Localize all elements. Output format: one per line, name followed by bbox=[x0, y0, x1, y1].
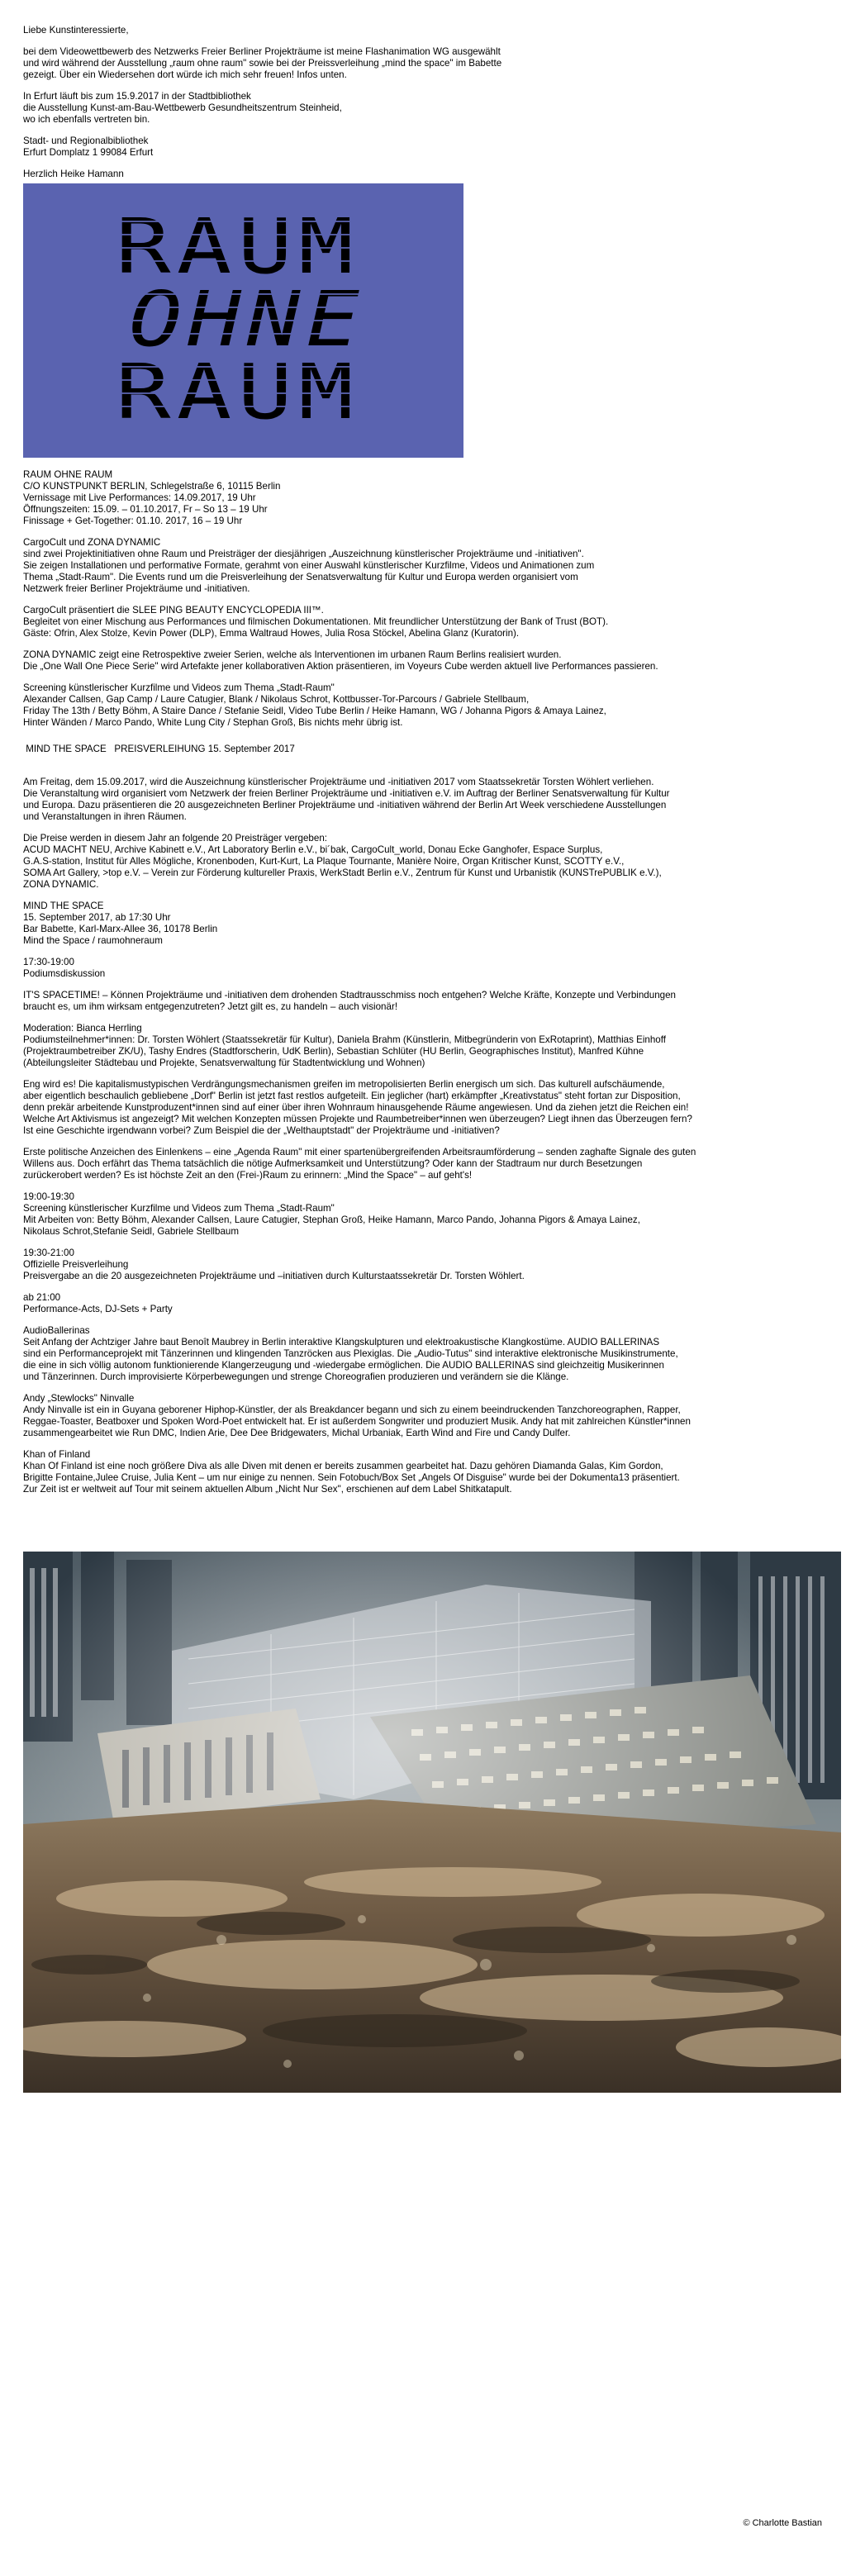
schedule-podium: 17:30-19:00 Podiumsdiskussion bbox=[23, 957, 106, 979]
screening-list: Screening künstlerischer Kurzfilme und Videos zum Thema „Stadt-Raum" Alexander Callsen, Gap Camp / Laure Catugier, Blank / Nikolaus Schrot, Kottbusser-Tor-Parcours / Gabriele Stellbaum, Friday The 13th / Betty Böhm, A Staire Dance / Stefanie Seidl, Video Tube Berlin / Heike Hamann, WG / Johanna Pigors & Amaya Lainez, Hinter Wänden / Marco Pando, White Lung City / Stephan Groß, Bis nichts mehr übrig ist. bbox=[23, 682, 606, 728]
spacetime-question: IT'S SPACETIME! – Können Projekträume und -initiativen dem drohenden Stadtrausschmiss noch entgehen? Welche Kräfte, Konzepte und Verbindungen braucht es, um ihm wirksam entgegenzutreten? Jetzt gilt es, zu handeln – auch visionär! bbox=[23, 990, 676, 1012]
intro-greeting: Liebe Kunstinteressierte, bbox=[23, 25, 129, 36]
newsletter-body bbox=[23, 25, 825, 2093]
performer-khan-of-finland: Khan of Finland Khan Of Finland ist eine noch größere Diva als alle Diven mit denen er bereits zusammen gearbeitet hat. Dazu gehören Diamanda Galas, Kim Gordon, Brigitte Fontaine,Julee Cruise, Julia Kent – um nur einige zu nennen. Sein Fotobuch/Box Set „Angels Of Disguise" wurde bei der Dokumenta13 präsentiert. Zur Zeit ist er weltweit auf Tour mit seinem aktuellen Album „Nicht Nur Sex", erschienen auf dem Label Shitkatapult. bbox=[23, 1449, 680, 1495]
cargocult-presentation: CargoCult präsentiert die SLEE PING BEAUTY ENCYCLOPEDIA III™. Begleitet von einer Mischung aus Performances und filmischen Dokumentationen. Mit freundlicher Unterstützung der Bank of Trust (BOT). Gäste: Ofrin, Alex Stolze, Kevin Power (DLP), Emma Waltraud Howes, Julia Rosa Stöckel, Abelina Glanz (Kuratorin). bbox=[23, 605, 609, 639]
signoff: Herzlich Heike Hamann bbox=[23, 169, 124, 179]
schedule-ceremony: 19:30-21:00 Offizielle Preisverleihung Preisvergabe an die 20 ausgezeichneten Projekträume und –initiativen durch Kulturstaatssekretär Dr. Torsten Wöhlert. bbox=[23, 1248, 525, 1281]
photo-credit: © Charlotte Bastian bbox=[743, 2518, 822, 2528]
displacement-text: Eng wird es! Die kapitalismustypischen Verdrängungsmechanismen greifen im metropolisierten Berlin energisch um sich. Das kulturell aufschäumende, aber eigentlich beschaulich gebliebene „Dorf" Berlin ist jetzt fast restlos aufgeteilt. Ein jeglicher (hart) erkämpfter „Kreativstatus" steht fortan zur Disposition, denn prekär arbeitende Kunstproduzent*innen sind auf einer über ihren Wohnraum hinausgehende Räume angewiesen. Und da ziehen jetzt die Reichen ein! Welche Art Aktivismus ist angezeigt? Mit welchen Konzepten müssen Projekte und Raumbetreiber*innen wen überzeugen? Liegt ihnen das Überzeugen fern? Ist eine Geschichte irgendwann vorbei? Zum Beispiel die der „Welthauptstadt" der Projekträume und -initiativen? bbox=[23, 1079, 692, 1136]
intro-paragraph-2: In Erfurt läuft bis zum 15.9.2017 in der Stadtbibliothek die Ausstellung Kunst-am-Bau-Wettbewerb Gesundheitszentrum Steinheid, wo ich ebenfalls vertreten bin. bbox=[23, 91, 342, 125]
zona-dynamic-retrospective: ZONA DYNAMIC zeigt eine Retrospektive zweier Serien, welche als Interventionen im urbanen Raum Berlins realisiert wurden. Die „One Wall One Piece Serie" wird Artefakte jener kollaborativen Aktion präsentieren, im Voyeurs Cube werden aktuell live Performances passieren. bbox=[23, 649, 658, 672]
poster-line-3: RAUM bbox=[116, 348, 359, 436]
mind-the-space-heading: MIND THE SPACE PREISVERLEIHUNG 15. September 2017 bbox=[23, 744, 295, 754]
intro-paragraph-1: bei dem Videowettbewerb des Netzwerks Freier Berliner Projekträume ist meine Flashanimation WG ausgewählt und wird während der Ausstellung „raum ohne raum" sowie bei der Preissverleihung „mind the space" im Babette gezeigt. Über ein Wiedersehen dort würde ich mich sehr freuen! Infos unten. bbox=[23, 46, 502, 80]
performer-andy-ninvalle: Andy „Stewlocks" Ninvalle Andy Ninvalle ist ein in Guyana geborener Hiphop-Künstler, der als Breakdancer begann und sich zu einem beeindruckenden Tanzchoreographen, Rapper, Reggae-Toaster, Beatboxer und Spoken Word-Poet entwickelt hat. Er ist außerdem Songwriter und produziert Musik. Andy hat mit zahlreichen Künstler*innen zusammengearbeitet wie Run DMC, Indien Arie, Dee Dee Bridgewaters, Michal Urbaniak, Earth Wind and Fire und Candy Dulfer. bbox=[23, 1393, 691, 1438]
cargocult-zona-intro: CargoCult und ZONA DYNAMIC sind zwei Projektinitiativen ohne Raum und Preisträger der diesjährigen „Auszeichnung künstlerischer Projekträume und -initiativen". Sie zeigen Installationen und performative Formate, gerahmt von einer Auswahl künstlerischer Kurzfilme, Videos und Animationen zum Thema „Stadt-Raum". Die Events rund um die Preisverleihung der Senatsverwaltung für Kultur und Europa werden organisiert vom Netzwerk freier Berliner Projekträume und -initiativen. bbox=[23, 537, 595, 594]
agenda-raum-text: Erste politische Anzeichen des Einlenkens – eine „Agenda Raum" mit einer spartenübergreifenden Arbeitsraumförderung – senden zaghafte Signale des guten Willens aus. Doch erfährt das Thema tatsächlich die nötige Aufmerksamkeit und Unterstützung? Oder kann der Stadtraum nur durch Besetzungen zurückerobert werden? Es ist höchste Zeit an den (Frei-)Raum zu erinnern: „Mind the Space" – auf geht's! bbox=[23, 1147, 696, 1181]
library-address: Stadt- und Regionalbibliothek Erfurt Domplatz 1 99084 Erfurt bbox=[23, 135, 154, 158]
poster-line-1: RAUM bbox=[116, 202, 359, 291]
poster-graphic bbox=[23, 183, 463, 458]
schedule-party: ab 21:00 Performance-Acts, DJ-Sets + Party bbox=[23, 1292, 173, 1314]
event-raum-ohne-raum: RAUM OHNE RAUM C/O KUNSTPUNKT BERLIN, Schlegelstraße 6, 10115 Berlin Vernissage mit Live Performances: 14.09.2017, 19 Uhr Öffnungszeiten: 15.09. – 01.10.2017, Fr – So 13 – 19 Uhr Finissage + Get-Together: 01.10. 2017, 16 – 19 Uhr bbox=[23, 469, 281, 526]
mind-the-space-venue: MIND THE SPACE 15. September 2017, ab 17:30 Uhr Bar Babette, Karl-Marx-Allee 36, 10178 Berlin Mind the Space / raumohneraum bbox=[23, 901, 218, 946]
performer-audioballerinas: AudioBallerinas Seit Anfang der Achtziger Jahre baut Benoît Maubrey in Berlin interaktive Klangskulpturen und elektroakustische Klangkostüme. AUDIO BALLERINAS sind ein Performanceprojekt mit Tänzerinnen und klingenden Tanzröcken aus Plexiglas. Die „Audio-Tutus" sind interaktive elektronische Musikinstrumente, die eine in sich völlig autonom funktionierende Klangerzeugung und -wiedergabe ermöglichen. Die AUDIO BALLERINAS sind gleichzeitig Musikerinnen und Tänzerinnen. Durch improvisierte Körperbewegungen und strenge Choreografien produzieren und verändern sie die Klänge. bbox=[23, 1325, 678, 1382]
podium-participants: Moderation: Bianca Herrling Podiumsteilnehmer*innen: Dr. Torsten Wöhlert (Staatssekretär für Kultur), Daniela Brahm (Künstlerin, Mitbegründerin von ExRotaprint), Matthias Einhoff (Projektraumbetreiber ZK/U), Tashy Endres (Stadtforscherin, UdK Berlin), Sebastian Schlüter (HU Berlin, Geographisches Institut), Manfred Kühne (Abteilungsleiter Städtebau und Projekte, Senatsverwaltung für Stadtentwicklung und Wohnen) bbox=[23, 1023, 666, 1068]
award-announcement: Am Freitag, dem 15.09.2017, wird die Auszeichnung künstlerischer Projekträume und -initiativen 2017 vom Staatssekretär Torsten Wöhlert verliehen. Die Veranstaltung wird organisiert vom Netzwerk der freien Berliner Projekträume und -initiativen e.V. im Auftrag der Berliner Senatsverwaltung für Kultur und Europa. Dazu präsentieren die 20 ausgezeichneten Berliner Projekträume und -initiativen während der Berlin Art Week verschiedene Ausstellungen und Veranstaltungen in ihren Räumen. bbox=[23, 777, 670, 822]
photo-graphic bbox=[23, 1552, 841, 2093]
award-winners: Die Preise werden in diesem Jahr an folgende 20 Preisträger vergeben: ACUD MACHT NEU, Archive Kabinett e.V., Art Laboratory Berlin e.V., bi´bak, CargoCult_world, Donau Ecke Ganghofer, Espace Surplus, G.A.S-station, Institut für Alles Mögliche, Kronenboden, Kurt-Kurt, La Plaque Tournante, Manière Noire, Organ Kritischer Kunst, SCOTTY e.V., SOMA Art Gallery, >top e.V. – Verein zur Förderung kultureller Praxis, WerkStadt Berlin e.V., Zentrum für Kunst und Urbanistik (KUNSTrePUBLIK e.V.), ZONA DYNAMIC. bbox=[23, 833, 662, 890]
schedule-screening: 19:00-19:30 Screening künstlerischer Kurzfilme und Videos zum Thema „Stadt-Raum" Mit Arbeiten von: Betty Böhm, Alexander Callsen, Laure Catugier, Stephan Groß, Heike Hamann, Marco Pando, Johanna Pigors & Amaya Lainez, Nikolaus Schrot,Stefanie Seidl, Gabriele Stellbaum bbox=[23, 1191, 640, 1237]
raum-ohne-raum-poster bbox=[23, 183, 463, 458]
poster-line-2: OHNE bbox=[129, 275, 365, 364]
cityscape-photo bbox=[23, 1552, 841, 2093]
